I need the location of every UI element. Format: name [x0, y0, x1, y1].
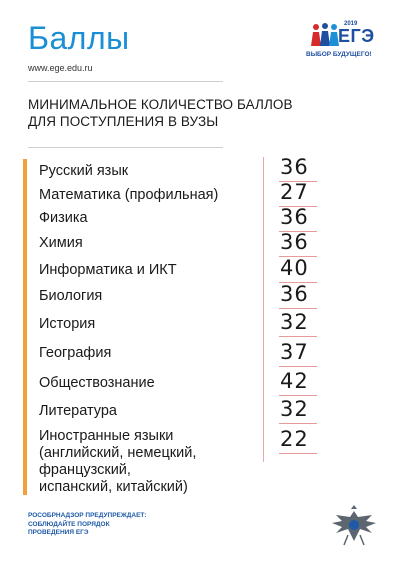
- people-icon: [310, 22, 340, 48]
- section-heading: [28, 96, 293, 130]
- score-underline: [279, 308, 317, 309]
- subject-name: История: [39, 316, 96, 332]
- eagle-emblem-icon: [330, 505, 378, 547]
- score-underline: [279, 366, 317, 367]
- heading-line-1: МИНИМАЛЬНОЕ КОЛИЧЕСТВО БАЛЛОВ: [28, 97, 293, 112]
- subject-name: Русский язык: [39, 163, 129, 179]
- score-underline: [279, 423, 317, 424]
- score-value: 36: [280, 282, 309, 306]
- score-value: 37: [280, 340, 309, 364]
- subject-name: Иностранные языки (английский, немецкий, французский, испанский, китайский): [39, 428, 197, 495]
- footer-line-2: СОБЛЮДАЙТЕ ПОРЯДОК: [28, 520, 110, 528]
- score-value: 32: [280, 397, 309, 421]
- score-margin-line: [263, 157, 264, 462]
- score-value: 32: [280, 310, 309, 334]
- score-value: 27: [280, 180, 309, 204]
- accent-bar: [23, 159, 27, 495]
- subject-name: Литература: [39, 403, 117, 419]
- divider: [28, 81, 223, 82]
- score-underline: [279, 453, 317, 454]
- subject-name: Обществознание: [39, 375, 155, 391]
- score-value: 22: [280, 427, 309, 451]
- score-underline: [279, 395, 317, 396]
- logo-year: 2019: [344, 21, 358, 27]
- heading-line-2: ДЛЯ ПОСТУПЛЕНИЯ В ВУЗЫ: [28, 114, 219, 129]
- footer-line-3: ПРОВЕДЕНИЯ ЕГЭ: [28, 529, 89, 536]
- logo-slogan: ВЫБОР БУДУЩЕГО!: [306, 51, 372, 58]
- site-url[interactable]: www.ege.edu.ru: [28, 63, 93, 73]
- subject-name: Биология: [39, 288, 103, 304]
- score-value: 36: [280, 155, 309, 179]
- logo-name: ЕГЭ: [338, 26, 375, 46]
- score-value: 36: [280, 230, 309, 254]
- ege-logo: [306, 20, 382, 64]
- footer-warning: [28, 512, 146, 538]
- subject-name: Физика: [39, 210, 88, 226]
- score-value: 40: [280, 256, 309, 280]
- subject-name: Химия: [39, 235, 83, 251]
- footer-line-1: РОСОБРНАДЗОР ПРЕДУПРЕЖДАЕТ:: [28, 512, 147, 519]
- subject-name: Математика (профильная): [39, 187, 219, 203]
- score-underline: [279, 336, 317, 337]
- score-value: 36: [280, 205, 309, 229]
- subject-name: География: [39, 345, 112, 361]
- subject-name: Информатика и ИКТ: [39, 262, 177, 278]
- page-title: Баллы: [28, 20, 130, 56]
- score-value: 42: [280, 369, 309, 393]
- divider: [28, 147, 223, 148]
